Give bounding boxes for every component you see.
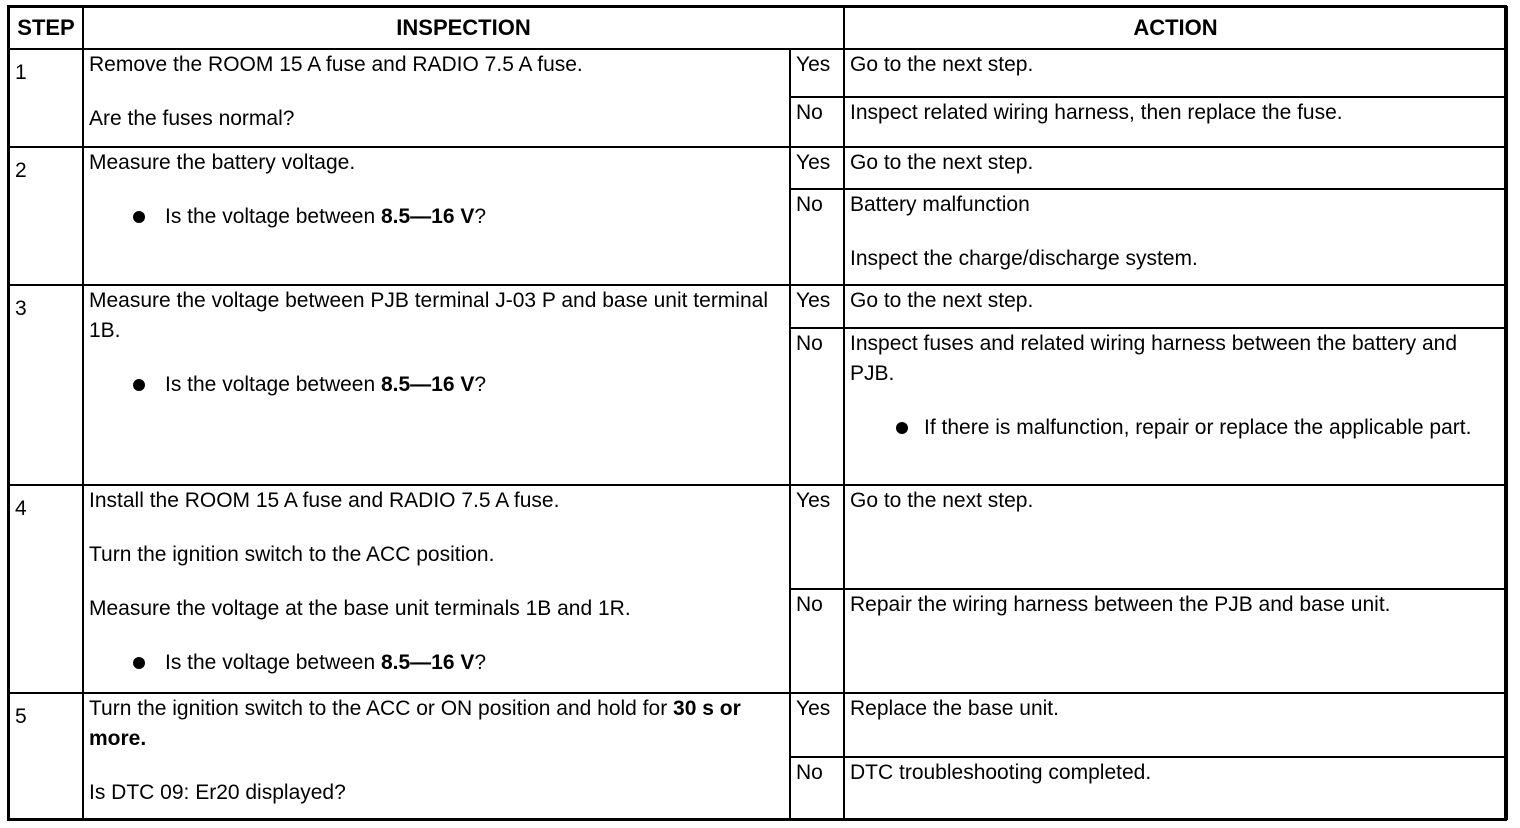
step-4-yes-row [9,485,1507,589]
yes-label: Yes [790,693,844,757]
no-label: No [790,757,844,819]
step-number: 3 [9,285,83,485]
step-3-yes-row [9,285,1507,328]
header-row [9,7,1507,49]
step-number: 2 [9,147,83,285]
bullet-suffix: ? [474,373,487,396]
troubleshooting-table [8,6,1508,820]
yes-action: Replace the base unit. [844,693,1507,757]
inspection-cell [83,285,790,485]
step-number: 5 [9,693,83,819]
inspection-text [89,694,784,754]
hold-duration: 30 s or more. [89,697,741,750]
bullet-item [89,370,784,400]
no-label: No [790,589,844,693]
inspection-question: Are the fuses normal? [89,107,295,130]
inspection-text: Turn the ignition switch to the ACC position. [89,543,495,566]
bullet-icon [133,379,145,391]
no-action [844,328,1507,485]
no-action: Inspect related wiring harness, then replace the fuse. [844,97,1507,147]
no-label: No [790,97,844,147]
bullet-item [89,648,784,678]
yes-action: Go to the next step. [844,285,1507,328]
inspection-cell [83,147,790,285]
bullet-suffix: ? [474,205,487,228]
bullet-item [89,202,784,232]
yes-label: Yes [790,285,844,328]
voltage-range: 8.5—16 V [380,651,475,674]
no-action: DTC troubleshooting completed. [844,757,1507,819]
step-number: 4 [9,485,83,693]
bullet-item [850,413,1501,443]
no-action-text: Battery malfunction [850,193,1030,216]
inspection-text-part: Turn the ignition switch to the ACC or ON position and hold for [89,697,674,720]
yes-action: Go to the next step. [844,49,1507,97]
voltage-range: 8.5—16 V [380,205,475,228]
yes-label: Yes [790,49,844,97]
yes-action: Go to the next step. [844,147,1507,189]
inspection-text: Measure the voltage between PJB terminal J-03 P and base unit terminal 1B. [89,289,768,342]
no-action: Repair the wiring harness between the PJB and base unit. [844,589,1507,693]
step-1-yes-row [9,49,1507,97]
step-number: 1 [9,49,83,147]
bullet-suffix: ? [474,651,487,674]
yes-label: Yes [790,147,844,189]
inspection-question: Is DTC 09: Er20 displayed? [89,781,346,804]
bullet-text: Is the voltage between [165,651,381,674]
step-5-yes-row [9,693,1507,757]
bullet-text: If there is malfunction, repair or replace the applicable part. [924,416,1472,439]
bullet-icon [133,211,145,223]
inspection-text: Install the ROOM 15 A fuse and RADIO 7.5 A fuse. [89,489,560,512]
action-header: ACTION [844,7,1507,49]
yes-label: Yes [790,485,844,589]
inspection-text: Measure the battery voltage. [89,151,356,174]
no-label: No [790,189,844,285]
step-header: STEP [9,7,83,49]
inspection-text: Measure the voltage at the base unit terminals 1B and 1R. [89,597,631,620]
no-action [844,189,1507,285]
bullet-icon [133,657,145,669]
voltage-range: 8.5—16 V [380,373,475,396]
inspection-header: INSPECTION [83,7,844,49]
bullet-text: Is the voltage between [165,373,381,396]
no-action-text: Inspect the charge/discharge system. [850,247,1198,270]
yes-action: Go to the next step. [844,485,1507,589]
bullet-icon [896,422,908,434]
inspection-cell [83,49,790,147]
inspection-cell [83,693,790,819]
inspection-cell [83,485,790,693]
no-label: No [790,328,844,485]
bullet-text: Is the voltage between [165,205,381,228]
step-2-yes-row [9,147,1507,189]
inspection-text: Remove the ROOM 15 A fuse and RADIO 7.5 A fuse. [89,53,583,76]
no-action-text: Inspect fuses and related wiring harness between the battery and PJB. [850,332,1458,385]
